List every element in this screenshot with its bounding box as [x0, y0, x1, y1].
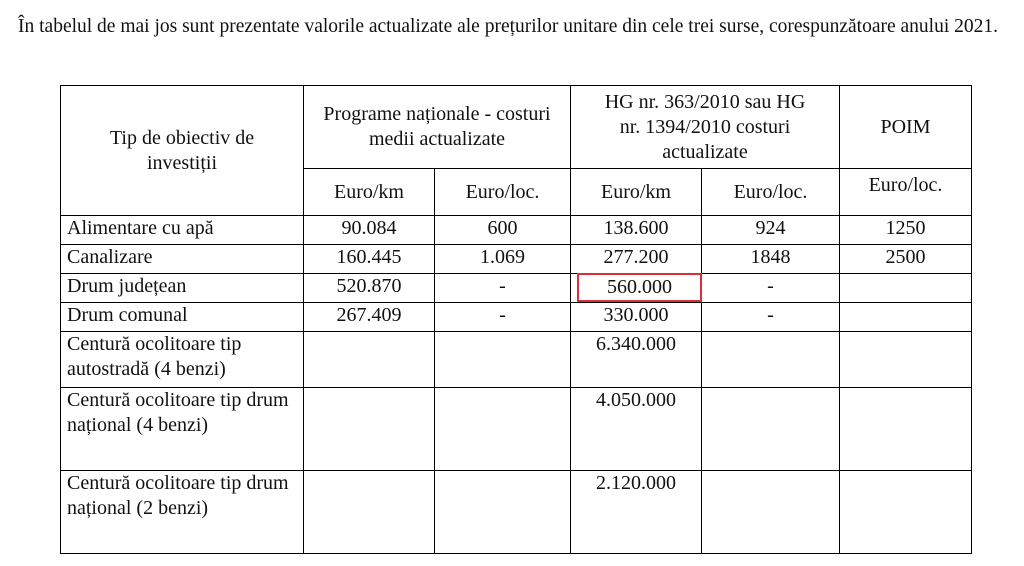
- cell-g2-km: 138.600: [571, 216, 702, 245]
- cell-type: Canalizare: [61, 245, 304, 274]
- highlighted-value: 560.000: [577, 273, 702, 302]
- unit-header-g2-km: Euro/km: [571, 169, 702, 216]
- cell-g2-km: 330.000: [571, 303, 702, 332]
- cell-g2-loc: 1848: [702, 245, 840, 274]
- cell-g1-loc: -: [435, 303, 571, 332]
- table-row: [61, 245, 972, 274]
- cell-g2-km: 277.200: [571, 245, 702, 274]
- cell-g3-loc: [840, 388, 972, 471]
- header-hg-costs: HG nr. 363/2010 sau HG nr. 1394/2010 costuri actualizate: [571, 86, 840, 169]
- cell-type: Centură ocolitoare tip autostradă (4 benzi): [61, 332, 304, 388]
- cell-g1-loc: 600: [435, 216, 571, 245]
- header-national-programs: Programe naționale - costuri medii actualizate: [304, 86, 571, 169]
- cell-g1-km: 267.409: [304, 303, 435, 332]
- table-row: [61, 388, 972, 471]
- unit-header-g2-loc: Euro/loc.: [702, 169, 840, 216]
- cell-g1-km: [304, 388, 435, 471]
- cell-g2-km: [571, 274, 702, 303]
- cell-type: Centură ocolitoare tip drum național (2 benzi): [61, 471, 304, 554]
- cell-g3-loc: 2500: [840, 245, 972, 274]
- intro-paragraph: În tabelul de mai jos sunt prezentate valorile actualizate ale prețurilor unitare din cele trei surse, corespunzătoare anului 2021.: [18, 16, 999, 37]
- cell-g2-loc: [702, 471, 840, 554]
- cell-g3-loc: [840, 303, 972, 332]
- cell-type: Centură ocolitoare tip drum național (4 benzi): [61, 388, 304, 471]
- table-row: [61, 332, 972, 388]
- table-row: [61, 216, 972, 245]
- cell-g3-loc: [840, 332, 972, 388]
- cell-g1-km: 160.445: [304, 245, 435, 274]
- cell-g1-loc: [435, 388, 571, 471]
- cell-type: Alimentare cu apă: [61, 216, 304, 245]
- table-row: [61, 471, 972, 554]
- cell-type: Drum județean: [61, 274, 304, 303]
- table-row: [61, 303, 972, 332]
- cell-g3-loc: [840, 274, 972, 303]
- unit-prices-table: [60, 85, 972, 554]
- cell-g1-km: 90.084: [304, 216, 435, 245]
- cell-g2-loc: 924: [702, 216, 840, 245]
- table-row: [61, 274, 972, 303]
- cell-g1-loc: -: [435, 274, 571, 303]
- cell-g3-loc: [840, 471, 972, 554]
- cell-g1-loc: [435, 471, 571, 554]
- cell-g2-km: 2.120.000: [571, 471, 702, 554]
- cell-g1-km: [304, 471, 435, 554]
- cell-g1-km: [304, 332, 435, 388]
- header-investment-type: Tip de obiectiv de investiții: [61, 86, 304, 216]
- cell-g2-km: 6.340.000: [571, 332, 702, 388]
- unit-header-g1-km: Euro/km: [304, 169, 435, 216]
- cell-g2-loc: [702, 332, 840, 388]
- cell-type: Drum comunal: [61, 303, 304, 332]
- cell-g2-km: 4.050.000: [571, 388, 702, 471]
- header-row: [61, 86, 972, 169]
- cell-g1-loc: [435, 332, 571, 388]
- unit-header-g3-loc: Euro/loc.: [840, 169, 972, 216]
- cell-g2-loc: -: [702, 274, 840, 303]
- cell-g2-loc: -: [702, 303, 840, 332]
- cell-g1-loc: 1.069: [435, 245, 571, 274]
- cell-g3-loc: 1250: [840, 216, 972, 245]
- header-poim: POIM: [840, 86, 972, 169]
- unit-header-g1-loc: Euro/loc.: [435, 169, 571, 216]
- cell-g2-loc: [702, 388, 840, 471]
- cell-g1-km: 520.870: [304, 274, 435, 303]
